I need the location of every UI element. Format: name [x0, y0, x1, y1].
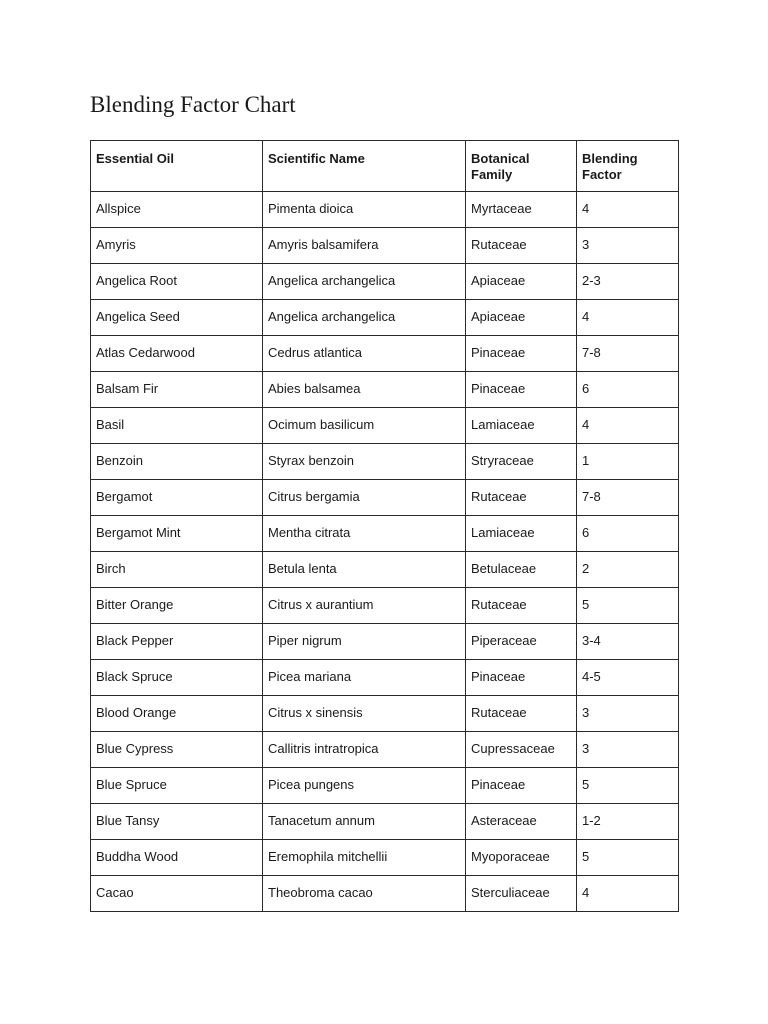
cell-botanical-family: Apiaceae: [466, 300, 577, 336]
cell-scientific-name: Angelica archangelica: [263, 264, 466, 300]
cell-blending-factor: 4: [577, 192, 679, 228]
table-row: [91, 588, 679, 624]
cell-essential-oil: Buddha Wood: [91, 840, 263, 876]
cell-scientific-name: Picea mariana: [263, 660, 466, 696]
header-botanical-family: [466, 141, 577, 192]
cell-blending-factor: 4: [577, 408, 679, 444]
table-row: [91, 192, 679, 228]
table-row: [91, 660, 679, 696]
cell-blending-factor: 3-4: [577, 624, 679, 660]
cell-botanical-family: Rutaceae: [466, 588, 577, 624]
cell-botanical-family: Myrtaceae: [466, 192, 577, 228]
cell-scientific-name: Angelica archangelica: [263, 300, 466, 336]
cell-blending-factor: 7-8: [577, 336, 679, 372]
table-row: [91, 876, 679, 912]
cell-essential-oil: Cacao: [91, 876, 263, 912]
cell-scientific-name: Piper nigrum: [263, 624, 466, 660]
table-row: [91, 408, 679, 444]
table-row: [91, 228, 679, 264]
page-title: Blending Factor Chart: [90, 92, 296, 117]
cell-blending-factor: 6: [577, 516, 679, 552]
cell-essential-oil: Angelica Root: [91, 264, 263, 300]
cell-blending-factor: 5: [577, 588, 679, 624]
header-line: Factor: [582, 167, 622, 182]
cell-essential-oil: Blue Cypress: [91, 732, 263, 768]
cell-blending-factor: 3: [577, 228, 679, 264]
cell-scientific-name: Amyris balsamifera: [263, 228, 466, 264]
cell-essential-oil: Blood Orange: [91, 696, 263, 732]
cell-botanical-family: Betulaceae: [466, 552, 577, 588]
cell-scientific-name: Citrus x sinensis: [263, 696, 466, 732]
cell-blending-factor: 5: [577, 840, 679, 876]
cell-essential-oil: Allspice: [91, 192, 263, 228]
header-scientific-name: [263, 141, 466, 192]
header-line: Botanical: [471, 151, 530, 166]
header-line: Essential Oil: [96, 151, 175, 166]
cell-botanical-family: Pinaceae: [466, 768, 577, 804]
cell-blending-factor: 2-3: [577, 264, 679, 300]
cell-essential-oil: Balsam Fir: [91, 372, 263, 408]
table-row: [91, 372, 679, 408]
cell-botanical-family: Piperaceae: [466, 624, 577, 660]
header-line: Blending: [582, 151, 638, 166]
cell-blending-factor: 1-2: [577, 804, 679, 840]
cell-essential-oil: Bergamot: [91, 480, 263, 516]
cell-essential-oil: Angelica Seed: [91, 300, 263, 336]
table-row: [91, 840, 679, 876]
cell-botanical-family: Myoporaceae: [466, 840, 577, 876]
cell-botanical-family: Asteraceae: [466, 804, 577, 840]
cell-blending-factor: 4: [577, 300, 679, 336]
cell-essential-oil: Birch: [91, 552, 263, 588]
table-row: [91, 768, 679, 804]
cell-scientific-name: Styrax benzoin: [263, 444, 466, 480]
cell-scientific-name: Cedrus atlantica: [263, 336, 466, 372]
cell-scientific-name: Eremophila mitchellii: [263, 840, 466, 876]
cell-essential-oil: Black Spruce: [91, 660, 263, 696]
table-row: [91, 444, 679, 480]
cell-botanical-family: Lamiaceae: [466, 516, 577, 552]
cell-scientific-name: Ocimum basilicum: [263, 408, 466, 444]
table-row: [91, 336, 679, 372]
header-line: Family: [471, 167, 513, 182]
cell-blending-factor: 4: [577, 876, 679, 912]
cell-botanical-family: Rutaceae: [466, 480, 577, 516]
cell-scientific-name: Theobroma cacao: [263, 876, 466, 912]
cell-blending-factor: 7-8: [577, 480, 679, 516]
table-row: [91, 480, 679, 516]
cell-blending-factor: 1: [577, 444, 679, 480]
cell-blending-factor: 3: [577, 696, 679, 732]
table-row: [91, 516, 679, 552]
cell-blending-factor: 6: [577, 372, 679, 408]
cell-essential-oil: Blue Spruce: [91, 768, 263, 804]
cell-essential-oil: Bitter Orange: [91, 588, 263, 624]
table-header-row: [91, 141, 679, 192]
cell-scientific-name: Citrus bergamia: [263, 480, 466, 516]
cell-blending-factor: 4-5: [577, 660, 679, 696]
cell-botanical-family: Stryraceae: [466, 444, 577, 480]
cell-botanical-family: Pinaceae: [466, 336, 577, 372]
cell-scientific-name: Citrus x aurantium: [263, 588, 466, 624]
table-row: [91, 696, 679, 732]
cell-scientific-name: Abies balsamea: [263, 372, 466, 408]
cell-scientific-name: Pimenta dioica: [263, 192, 466, 228]
table-body: [91, 192, 679, 912]
cell-scientific-name: Mentha citrata: [263, 516, 466, 552]
cell-botanical-family: Lamiaceae: [466, 408, 577, 444]
table-row: [91, 300, 679, 336]
cell-botanical-family: Apiaceae: [466, 264, 577, 300]
table-row: [91, 264, 679, 300]
cell-scientific-name: Picea pungens: [263, 768, 466, 804]
cell-essential-oil: Bergamot Mint: [91, 516, 263, 552]
cell-botanical-family: Rutaceae: [466, 228, 577, 264]
table-row: [91, 804, 679, 840]
table-row: [91, 552, 679, 588]
cell-essential-oil: Amyris: [91, 228, 263, 264]
cell-botanical-family: Sterculiaceae: [466, 876, 577, 912]
cell-scientific-name: Tanacetum annum: [263, 804, 466, 840]
cell-scientific-name: Betula lenta: [263, 552, 466, 588]
blending-factor-table: [90, 140, 679, 912]
cell-essential-oil: Black Pepper: [91, 624, 263, 660]
table-row: [91, 624, 679, 660]
cell-blending-factor: 2: [577, 552, 679, 588]
cell-botanical-family: Cupressaceae: [466, 732, 577, 768]
header-line: Scientific Name: [268, 151, 365, 166]
cell-essential-oil: Basil: [91, 408, 263, 444]
cell-essential-oil: Blue Tansy: [91, 804, 263, 840]
cell-essential-oil: Atlas Cedarwood: [91, 336, 263, 372]
cell-essential-oil: Benzoin: [91, 444, 263, 480]
cell-botanical-family: Pinaceae: [466, 372, 577, 408]
cell-blending-factor: 5: [577, 768, 679, 804]
header-essential-oil: [91, 141, 263, 192]
cell-botanical-family: Pinaceae: [466, 660, 577, 696]
cell-blending-factor: 3: [577, 732, 679, 768]
header-blending-factor: [577, 141, 679, 192]
cell-botanical-family: Rutaceae: [466, 696, 577, 732]
table-row: [91, 732, 679, 768]
cell-scientific-name: Callitris intratropica: [263, 732, 466, 768]
